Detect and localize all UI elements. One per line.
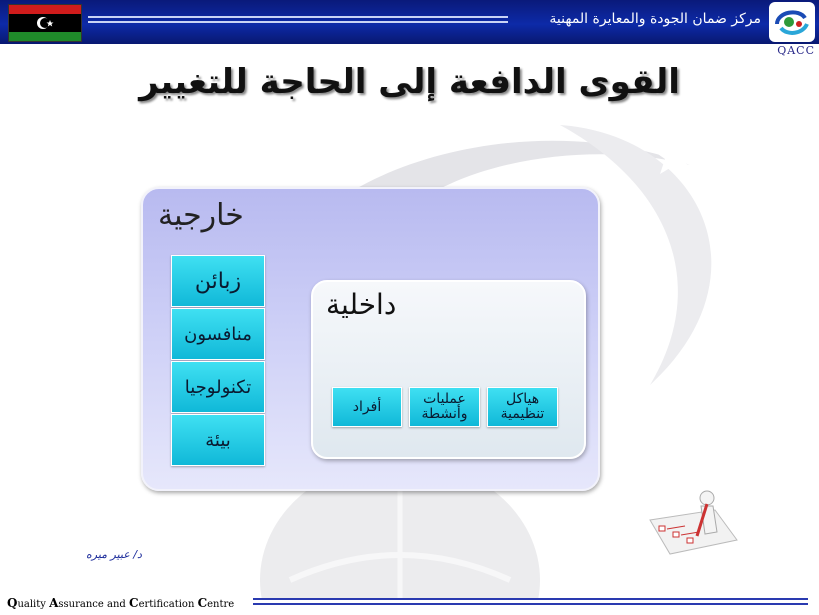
footer-initial: C [197, 596, 208, 610]
author-name: د/ عبير ميره [86, 548, 142, 561]
internal-item-line: تنظيمية [500, 406, 545, 422]
internal-item-individuals [332, 387, 402, 427]
footer-line [253, 603, 808, 605]
external-forces-title: خارجية [158, 198, 244, 233]
internal-item-line: عمليات [423, 391, 466, 407]
header-line [88, 16, 508, 18]
internal-item-processes [409, 387, 480, 427]
footer-initial: C [129, 596, 139, 610]
external-item-competitors: منافسون [171, 308, 265, 360]
footer-org-name [7, 596, 234, 610]
header-title: مركز ضمان الجودة والمعايرة المهنية [549, 11, 761, 27]
internal-item-line: أفراد [352, 398, 382, 415]
external-item-customers: زبائن [171, 255, 265, 307]
external-item-technology: تكنولوجيا [171, 361, 265, 413]
internal-item-line: هياكل [505, 391, 540, 407]
footer-word: entre [207, 599, 235, 610]
footer-initial: Q [7, 596, 18, 610]
header-line [88, 21, 508, 23]
footer-word: ertification [138, 599, 198, 610]
slide-title: القوى الدافعة إلى الحاجة للتغيير [139, 62, 680, 102]
checklist-person-icon [645, 488, 740, 558]
qacc-logo-icon [769, 2, 815, 42]
internal-forces-title: داخلية [326, 288, 397, 321]
external-item-environment: بيئة [171, 414, 265, 466]
footer-initial: A [49, 596, 59, 610]
header-bar [0, 0, 819, 44]
internal-item-structures [487, 387, 558, 427]
footer-word: uality [17, 599, 50, 610]
footer-word: ssurance and [58, 599, 129, 610]
libya-flag-icon [8, 4, 82, 42]
footer-line [253, 598, 808, 600]
logo-text: QACC [777, 44, 815, 57]
internal-item-line: وأنشطة [421, 406, 468, 422]
